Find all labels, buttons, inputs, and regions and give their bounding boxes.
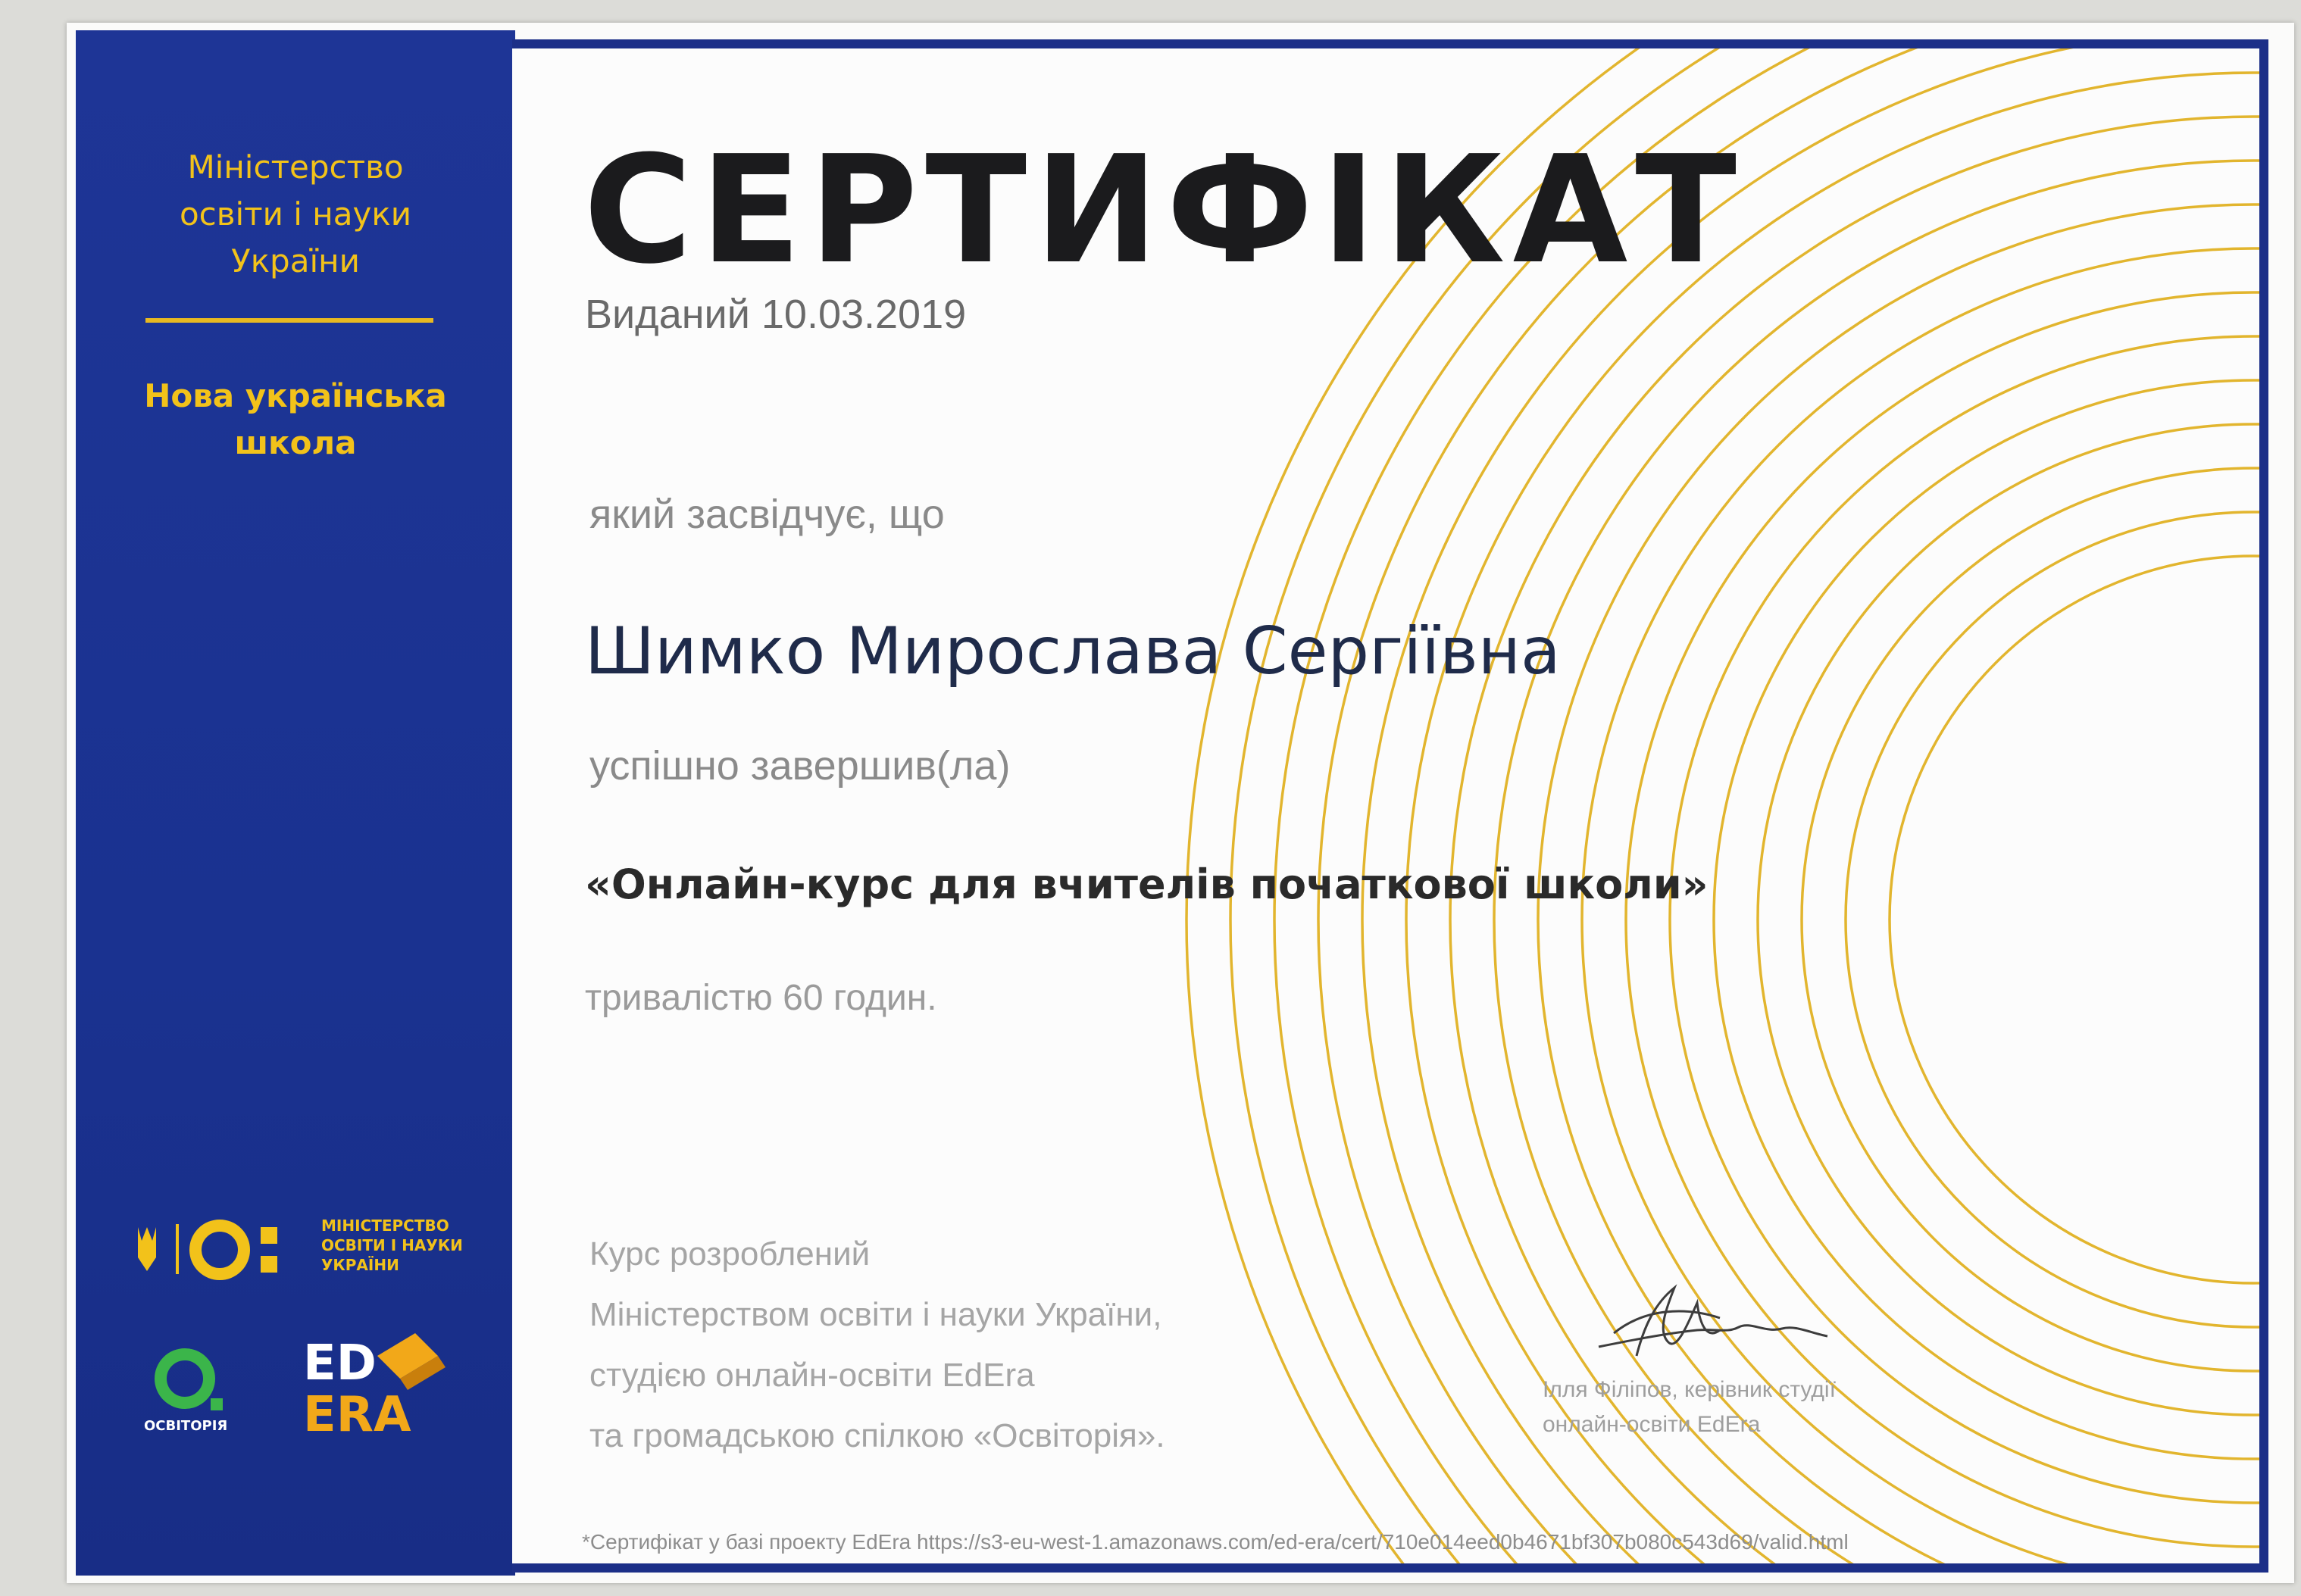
developed-by [589,1224,1165,1466]
ministry-line-3: України [231,242,360,280]
gold-ring [1890,556,2268,1283]
developed-by-line-4: та громадською спілкою «Освіторія». [589,1417,1165,1454]
signer-line-2: онлайн-освіти EdEra [1543,1412,1761,1437]
gold-ring [1450,117,2268,1573]
course-duration: тривалістю 60 годин. [585,978,937,1018]
edera-line-2: ERA [303,1387,411,1443]
recipient-name: Шимко Мирослава Сергіївна [585,614,1561,689]
certificate-title: СЕРТИФІКАТ [583,124,1745,297]
mon-text-line-3: УКРАЇНИ [321,1256,399,1274]
signature [1584,1257,1841,1371]
mon-text-line-2: ОСВІТИ І НАУКИ [321,1236,463,1254]
course-name: «Онлайн-курс для вчителів початкової школи» [585,860,1709,908]
mon-circle-icon [195,1226,244,1274]
signer-caption [1543,1373,1836,1442]
ministry-line-2: освіти і науки [179,195,412,233]
developed-by-line-1: Курс розроблений [589,1235,871,1273]
gold-ring [1846,512,2268,1327]
developed-by-line-3: студією онлайн-освіти EdEra [589,1357,1035,1394]
edera-line-1: ED [303,1335,377,1391]
mon-logo-text [321,1216,463,1275]
signer-line-1: Ілля Філіпов, керівник студії [1543,1377,1836,1402]
certifies-text: який засвідчує, що [589,492,945,537]
issue-date: Виданий 10.03.2019 [585,292,967,337]
mon-text-line-1: МІНІСТЕРСТВО [321,1217,449,1235]
verification-footnote: *Сертифікат у базі проекту EdEra https://s3-eu-west-1.amazonaws.com/ed-era/cert/710e014eed0b4671bf307b080c543d69/valid.html [582,1530,1849,1554]
completed-text: успішно завершив(ла) [589,743,1011,789]
program-line-1: Нова українська [144,377,447,414]
gold-divider [145,318,433,323]
program-name [76,373,515,467]
trident-icon [138,1227,156,1271]
mon-logo [130,1212,320,1280]
program-line-2: школа [234,424,357,461]
osvitoria-label: ОСВІТОРІЯ [144,1418,228,1434]
developed-by-line-2: Міністерством освіти і науки України, [589,1296,1162,1333]
ministry-line-1: Міністерство [187,148,404,186]
edera-logo-text [303,1335,411,1443]
osvitoria-logo-icon [149,1345,232,1421]
ministry-name [76,144,515,285]
